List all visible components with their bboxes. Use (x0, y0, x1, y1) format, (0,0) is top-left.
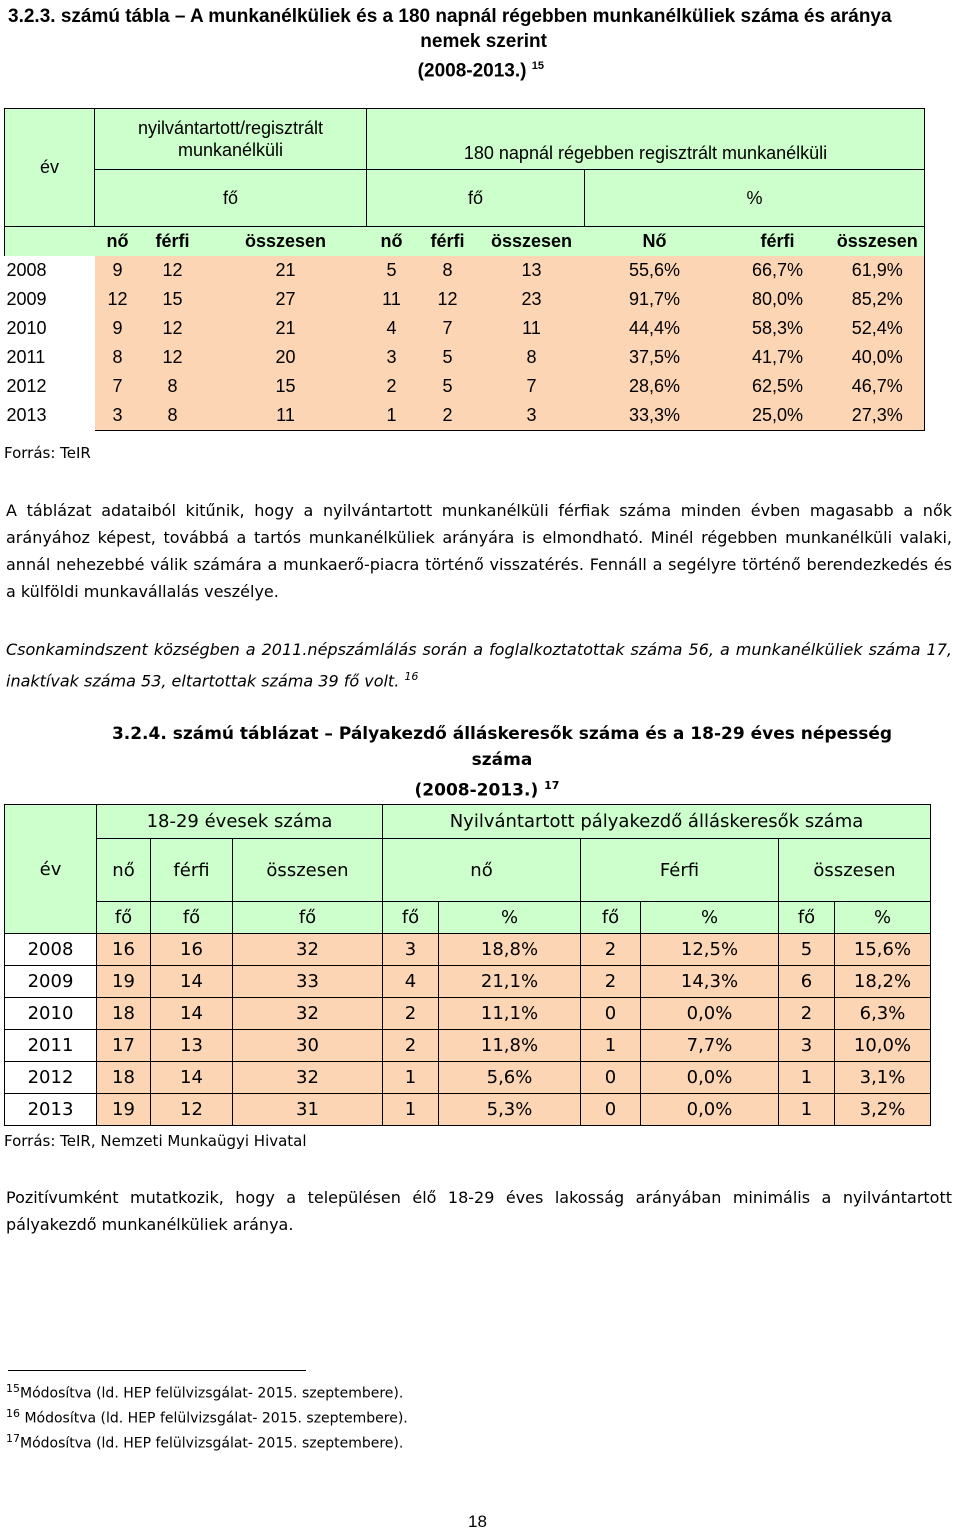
col-header: férfi (417, 227, 479, 257)
table2-title (92, 721, 912, 804)
value-cell: 14,3% (641, 966, 779, 998)
value-cell: 11,1% (439, 998, 581, 1030)
value-cell: 33,3% (585, 401, 725, 431)
header-blank (5, 227, 95, 257)
table2-title-line1: 3.2.4. számú táblázat – Pályakezdő álláskeresők száma és a 18-29 éves népesség száma (111, 724, 893, 770)
value-cell: 32 (233, 998, 383, 1030)
value-cell: 15 (141, 285, 205, 314)
header-percent: % (585, 170, 925, 227)
col-header: Nő (585, 227, 725, 257)
year-cell: 2008 (5, 934, 97, 966)
value-cell: 10,0% (835, 1030, 931, 1062)
value-cell: 12 (141, 343, 205, 372)
value-cell: 30 (233, 1030, 383, 1062)
col-header: összesen (205, 227, 367, 257)
value-cell: 41,7% (725, 343, 831, 372)
value-cell: 15 (205, 372, 367, 401)
value-cell: 0,0% (641, 1062, 779, 1094)
col-header: férfi (725, 227, 831, 257)
year-cell: 2009 (5, 966, 97, 998)
value-cell: 8 (479, 343, 585, 372)
year-cell: 2011 (5, 1030, 97, 1062)
value-cell: 3,1% (835, 1062, 931, 1094)
value-cell: 91,7% (585, 285, 725, 314)
value-cell: 80,0% (725, 285, 831, 314)
value-cell: 14 (151, 1062, 233, 1094)
value-cell: 13 (479, 256, 585, 285)
unit-header: fő (383, 902, 439, 934)
year-cell: 2008 (5, 256, 95, 285)
paragraph-career-starters: Pozitívumként mutatkozik, hogy a településen élő 18-29 éves lakosság arányában minimális a nyilvántartott pályakezdő munkanélküliek aránya. (6, 1188, 952, 1234)
value-cell: 31 (233, 1094, 383, 1126)
value-cell: 4 (383, 966, 439, 998)
table2-title-line2: (2008-2013.) $^{17}$ (414, 779, 560, 801)
value-cell: 1 (383, 1062, 439, 1094)
table-row (5, 1030, 931, 1062)
value-cell: 2 (581, 934, 641, 966)
unit-header: % (641, 902, 779, 934)
year-cell: 2013 (5, 1094, 97, 1126)
value-cell: 4 (367, 314, 417, 343)
col-header: férfi (141, 227, 205, 257)
value-cell: 1 (367, 401, 417, 431)
footnote-ref-16: 16 (404, 670, 419, 683)
header-osszesen-2: összesen (779, 839, 931, 902)
table-row (5, 1062, 931, 1094)
value-cell: 16 (97, 934, 151, 966)
value-cell: 52,4% (831, 314, 925, 343)
col-header: nő (95, 227, 141, 257)
value-cell: 61,9% (831, 256, 925, 285)
header-ev: év (5, 109, 95, 227)
table-row (5, 372, 925, 401)
value-cell: 2 (779, 998, 835, 1030)
unit-header: % (439, 902, 581, 934)
value-cell: 19 (97, 1094, 151, 1126)
value-cell: 3,2% (835, 1094, 931, 1126)
footnote-divider (8, 1370, 306, 1371)
year-cell: 2013 (5, 401, 95, 431)
value-cell: 12 (417, 285, 479, 314)
table1-title-line1: 3.2.3. számú tábla – A munkanélküliek és a 180 napnál régebben munkanélküliek száma és aránya (8, 6, 892, 27)
value-cell: 1 (779, 1062, 835, 1094)
value-cell: 1 (383, 1094, 439, 1126)
value-cell: 27,3% (831, 401, 925, 431)
footnote-16: $^{16}$ Módosítva (ld. HEP felülvizsgálat- 2015. szeptembere). (6, 1407, 408, 1427)
unit-header: fő (581, 902, 641, 934)
header-fo-registered: fő (95, 170, 367, 227)
value-cell: 66,7% (725, 256, 831, 285)
value-cell: 0 (581, 998, 641, 1030)
value-cell: 16 (151, 934, 233, 966)
table1-source: Forrás: TeIR (4, 444, 91, 462)
value-cell: 25,0% (725, 401, 831, 431)
header-18-29: 18-29 évesek száma (97, 805, 383, 839)
value-cell: 5 (417, 343, 479, 372)
value-cell: 2 (417, 401, 479, 431)
value-cell: 3 (479, 401, 585, 431)
value-cell: 14 (151, 966, 233, 998)
unemployment-table (4, 108, 925, 431)
value-cell: 2 (383, 998, 439, 1030)
value-cell: 9 (95, 256, 141, 285)
header-career-starters: Nyilvántartott pályakezdő álláskeresők száma (383, 805, 931, 839)
value-cell: 19 (97, 966, 151, 998)
value-cell: 13 (151, 1030, 233, 1062)
unit-header: % (835, 902, 931, 934)
value-cell: 11 (367, 285, 417, 314)
value-cell: 33 (233, 966, 383, 998)
value-cell: 58,3% (725, 314, 831, 343)
table-row (5, 934, 931, 966)
year-cell: 2011 (5, 343, 95, 372)
value-cell: 12 (95, 285, 141, 314)
value-cell: 5,6% (439, 1062, 581, 1094)
table-row (5, 1094, 931, 1126)
value-cell: 32 (233, 934, 383, 966)
table-row (5, 285, 925, 314)
value-cell: 0 (581, 1062, 641, 1094)
value-cell: 40,0% (831, 343, 925, 372)
value-cell: 2 (367, 372, 417, 401)
header-ev: év (5, 805, 97, 934)
value-cell: 21 (205, 314, 367, 343)
footnote-ref-15: 15 (531, 60, 544, 72)
value-cell: 6,3% (835, 998, 931, 1030)
footnote-ref-17: 17 (544, 779, 560, 792)
unit-header: fő (233, 902, 383, 934)
value-cell: 37,5% (585, 343, 725, 372)
table2-source: Forrás: TeIR, Nemzeti Munkaügyi Hivatal (4, 1132, 307, 1150)
value-cell: 7 (417, 314, 479, 343)
value-cell: 5,3% (439, 1094, 581, 1126)
col-header: nő (367, 227, 417, 257)
value-cell: 2 (383, 1030, 439, 1062)
value-cell: 1 (581, 1030, 641, 1062)
value-cell: 55,6% (585, 256, 725, 285)
value-cell: 28,6% (585, 372, 725, 401)
value-cell: 18,8% (439, 934, 581, 966)
value-cell: 2 (581, 966, 641, 998)
value-cell: 7 (479, 372, 585, 401)
value-cell: 18 (97, 998, 151, 1030)
value-cell: 5 (417, 372, 479, 401)
value-cell: 32 (233, 1062, 383, 1094)
header-fo-long-term: fő (367, 170, 585, 227)
value-cell: 11,8% (439, 1030, 581, 1062)
year-cell: 2012 (5, 372, 95, 401)
header-osszesen: összesen (233, 839, 383, 902)
unit-header: fő (779, 902, 835, 934)
value-cell: 44,4% (585, 314, 725, 343)
paragraph-unemployment: A táblázat adataiból kitűnik, hogy a nyilvántartott munkanélküli férfiak száma minden évben magasabb a nők arányához képest, továbbá a tartós munkanélküliek arányára is elmondható. Minél régebben munkanélküli valaki, annál nehezebbé válik számára a munkaerő-piacra történő visszatérés. Fennáll a segélyre történő berendezkedés és a külföldi munkavállalás veszélye. (6, 501, 952, 601)
footnote-15: $^{15}$Módosítva (ld. HEP felülvizsgálat- 2015. szeptembere). (6, 1382, 404, 1402)
paragraph-census: Csonkamindszent községben a 2011.népszámlálás során a foglalkoztatottak száma 56, a munkanélküliek száma 17, inaktívak száma 53, eltartottak száma 39 fő volt. $^{16}$ (6, 640, 952, 691)
value-cell: 12 (141, 256, 205, 285)
value-cell: 15,6% (835, 934, 931, 966)
value-cell: 46,7% (831, 372, 925, 401)
header-ferfi-2: Férfi (581, 839, 779, 902)
value-cell: 12,5% (641, 934, 779, 966)
table-row (5, 966, 931, 998)
page-number: 18 (468, 1512, 487, 1531)
value-cell: 62,5% (725, 372, 831, 401)
value-cell: 6 (779, 966, 835, 998)
table-row (5, 256, 925, 285)
header-long-term: 180 napnál régebben regisztrált munkanélküli (367, 109, 925, 170)
career-starter-table (4, 804, 931, 1126)
unit-header: fő (97, 902, 151, 934)
header-no-2: nő (383, 839, 581, 902)
value-cell: 0,0% (641, 1094, 779, 1126)
value-cell: 3 (367, 343, 417, 372)
value-cell: 5 (367, 256, 417, 285)
value-cell: 27 (205, 285, 367, 314)
value-cell: 23 (479, 285, 585, 314)
table-row (5, 314, 925, 343)
value-cell: 11 (205, 401, 367, 431)
value-cell: 14 (151, 998, 233, 1030)
header-no: nő (97, 839, 151, 902)
value-cell: 3 (95, 401, 141, 431)
table-row (5, 401, 925, 431)
year-cell: 2012 (5, 1062, 97, 1094)
table-row (5, 343, 925, 372)
value-cell: 9 (95, 314, 141, 343)
value-cell: 8 (141, 372, 205, 401)
value-cell: 17 (97, 1030, 151, 1062)
table1-title-line2: nemek szerint (420, 31, 547, 52)
value-cell: 0 (581, 1094, 641, 1126)
footnote-17: $^{17}$Módosítva (ld. HEP felülvizsgálat- 2015. szeptembere). (6, 1432, 404, 1452)
value-cell: 12 (151, 1094, 233, 1126)
header-ferfi: férfi (151, 839, 233, 902)
table1-title (8, 4, 952, 83)
year-cell: 2010 (5, 998, 97, 1030)
table-row (5, 998, 931, 1030)
value-cell: 7 (95, 372, 141, 401)
value-cell: 1 (779, 1094, 835, 1126)
value-cell: 11 (479, 314, 585, 343)
value-cell: 20 (205, 343, 367, 372)
value-cell: 8 (95, 343, 141, 372)
unit-header: fő (151, 902, 233, 934)
value-cell: 21,1% (439, 966, 581, 998)
value-cell: 7,7% (641, 1030, 779, 1062)
value-cell: 8 (141, 401, 205, 431)
value-cell: 18 (97, 1062, 151, 1094)
year-cell: 2010 (5, 314, 95, 343)
value-cell: 5 (779, 934, 835, 966)
value-cell: 12 (141, 314, 205, 343)
value-cell: 85,2% (831, 285, 925, 314)
year-cell: 2009 (5, 285, 95, 314)
col-header: összesen (479, 227, 585, 257)
table1-title-line3: (2008-2013.) $^{15}$ (417, 60, 544, 82)
value-cell: 3 (779, 1030, 835, 1062)
col-header: összesen (831, 227, 925, 257)
value-cell: 18,2% (835, 966, 931, 998)
value-cell: 3 (383, 934, 439, 966)
value-cell: 0,0% (641, 998, 779, 1030)
value-cell: 21 (205, 256, 367, 285)
header-registered: nyilvántartott/regisztrált munkanélküli (95, 109, 367, 170)
value-cell: 8 (417, 256, 479, 285)
